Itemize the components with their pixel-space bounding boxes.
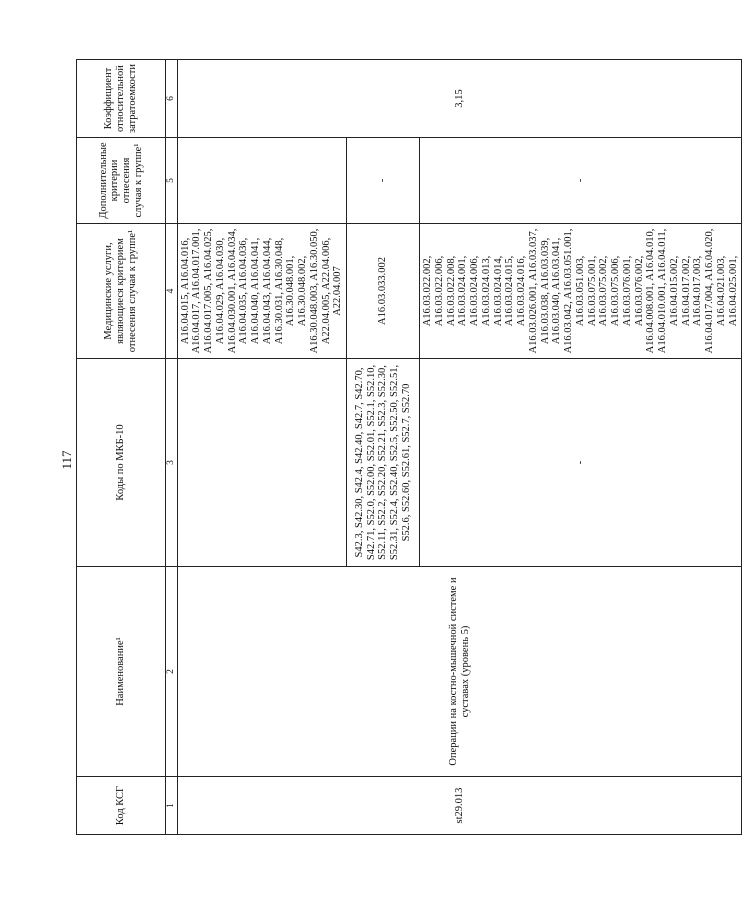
column-number: 2 <box>166 567 178 777</box>
header-row <box>77 60 166 835</box>
column-number: 3 <box>166 359 178 567</box>
ksg-table <box>76 59 742 835</box>
cell-coef: 3,15 <box>177 60 742 138</box>
cell-services: A16.03.022.002, A16.03.022.006, A16.03.022.008, A16.03.024.001, A16.03.024.006, A16.03.024.013, A16.03.024.014, A16.03.024.015, A16.03.024.016, A16.03.026.001, A16.03.037, A16.03.038, A16.03.039, A16.03.040, A16.03.041, A16.03.042, A16.03.051.001, A16.03.051.003, A16.03.075.001, A16.03.075.002, A16.03.075.006, A16.03.076.001, A16.03.076.002, A16.04.008.001, A16.04.010, A16.04.010.001, A16.04.011, A16.04.015.002, A16.04.017.002, A16.04.017.003, A16.04.017.004, A16.04.020, A16.04.021.003, A16.04.025.001, <box>420 224 742 359</box>
header-name: Наименование¹ <box>77 567 166 777</box>
column-number: 4 <box>166 224 178 359</box>
header-criteria: Дополнительные критерии отнесения случая к группе¹ <box>77 138 166 224</box>
cell-icd: S42.3, S42.30, S42.4, S42.40, S42.7, S42.70, S42.71, S52.0, S52.00, S52.01, S52.1, S52.10, S52.11, S52.2, S52.20, S52.21, S52.3, S52.30, S52.31, S52.4, S52.40, S52.5, S52.50, S52.51, S52.6, S52.60, S52.61, S52.7, S52.70 <box>347 359 420 567</box>
column-number-row <box>166 60 178 835</box>
page-number-text: 117 <box>59 450 74 470</box>
cell-criteria <box>177 138 347 224</box>
table-row <box>177 60 347 835</box>
cell-name: Операции на костно-мышечной системе и суставах (уровень 5) <box>177 567 742 777</box>
cell-icd <box>177 359 347 567</box>
cell-icd: - <box>420 359 742 567</box>
cell-services: A16.04.015, A16.04.016, A16.04.017, A16.04.017.001, A16.04.017.005, A16.04.025, A16.04.029, A16.04.030, A16.04.030.001, A16.04.034, A16.04.035, A16.04.036, A16.04.040, A16.04.041, A16.04.043, A16.04.044, A16.30.031, A16.30.048, A16.30.048.001, A16.30.048.002, A16.30.048.003, A16.30.050, A22.04.005, A22.04.006, A22.04.007 <box>177 224 347 359</box>
cell-criteria: - <box>420 138 742 224</box>
header-code: Код КСГ <box>77 777 166 835</box>
cell-code: st29.013 <box>177 777 742 835</box>
column-number: 5 <box>166 138 178 224</box>
column-number: 1 <box>166 777 178 835</box>
header-services: Медицинские услуги, являющиеся критерием отнесения случая к группе¹ <box>77 224 166 359</box>
cell-services: A16.03.033.002 <box>347 224 420 359</box>
cell-criteria: - <box>347 138 420 224</box>
header-coef: Коэффициент относительной затратоемкости <box>77 60 166 138</box>
table-frame <box>76 60 739 835</box>
header-icd: Коды по МКБ-10 <box>77 359 166 567</box>
rotated-table-container <box>76 60 739 835</box>
column-number: 6 <box>166 60 178 138</box>
